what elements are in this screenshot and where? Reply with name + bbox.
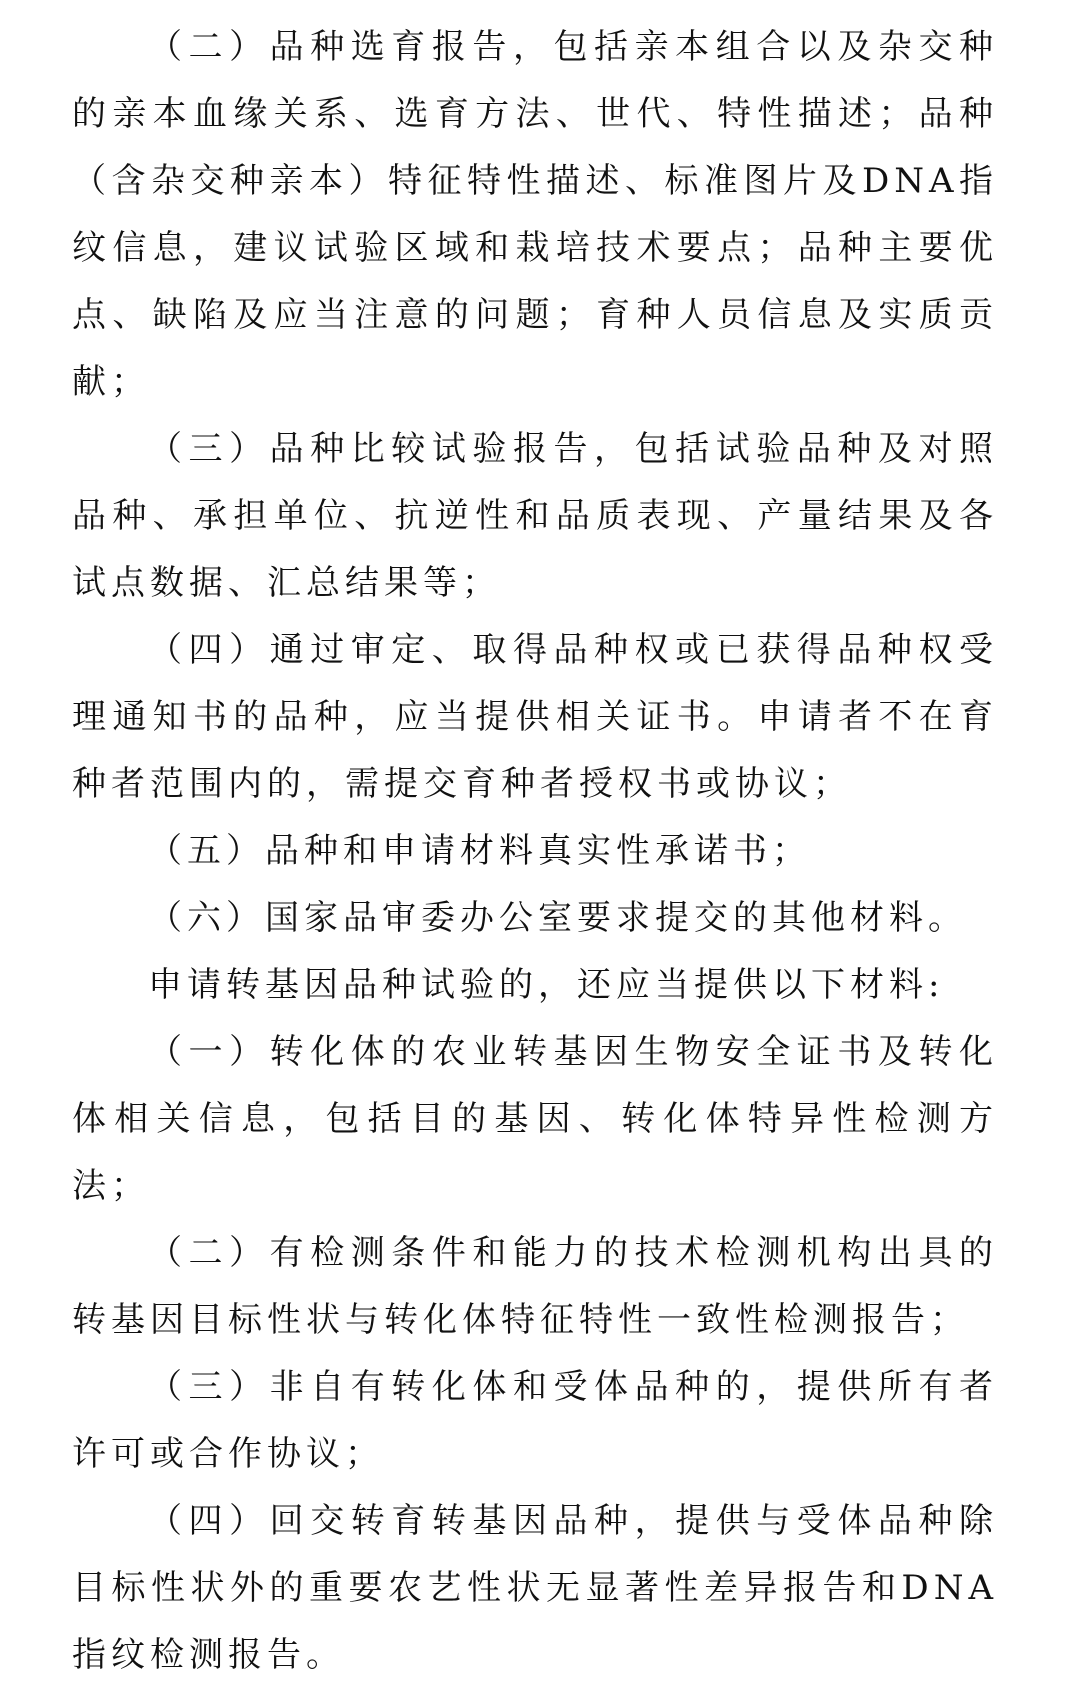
paragraph-variety-breeding-report: （二）品种选育报告，包括亲本组合以及杂交种的亲本血缘关系、选育方法、世代、特性描述；品种（含杂交种亲本）特征特性描述、标准图片及DNA指纹信息，建议试验区域和栽培技术要点；品种主要优点、缺陷及应当注意的问题；育种人员信息及实质贡献； — [72, 27, 998, 402]
paragraph-authenticity-pledge: （五）品种和申请材料真实性承诺书； — [148, 831, 811, 871]
document-page — [72, 14, 998, 1689]
paragraph-transgenic-safety-certificate: （一）转化体的农业转基因生物安全证书及转化体相关信息，包括目的基因、转化体特异性检测方法； — [72, 1032, 998, 1206]
paragraph-transgenic-intro: 申请转基因品种试验的，还应当提供以下材料: — [148, 965, 945, 1005]
paragraph-backcross-report: （四）回交转育转基因品种，提供与受体品种除目标性状外的重要农艺性状无显著性差异报告和DNA指纹检测报告。 — [72, 1501, 998, 1675]
paragraph-owner-permission: （三）非自有转化体和受体品种的，提供所有者许可或合作协议； — [72, 1367, 998, 1474]
paragraph-comparison-trial-report: （三）品种比较试验报告，包括试验品种及对照品种、承担单位、抗逆性和品质表现、产量结果及各试点数据、汇总结果等； — [72, 429, 998, 603]
paragraph-other-materials: （六）国家品审委办公室要求提交的其他材料。 — [148, 898, 967, 938]
paragraph-certificates: （四）通过审定、取得品种权或已获得品种权受理通知书的品种，应当提供相关证书。申请者不在育种者范围内的，需提交育种者授权书或协议； — [72, 630, 998, 804]
paragraph-transgenic-consistency-report: （二）有检测条件和能力的技术检测机构出具的转基因目标性状与转化体特征特性一致性检测报告； — [72, 1233, 998, 1340]
